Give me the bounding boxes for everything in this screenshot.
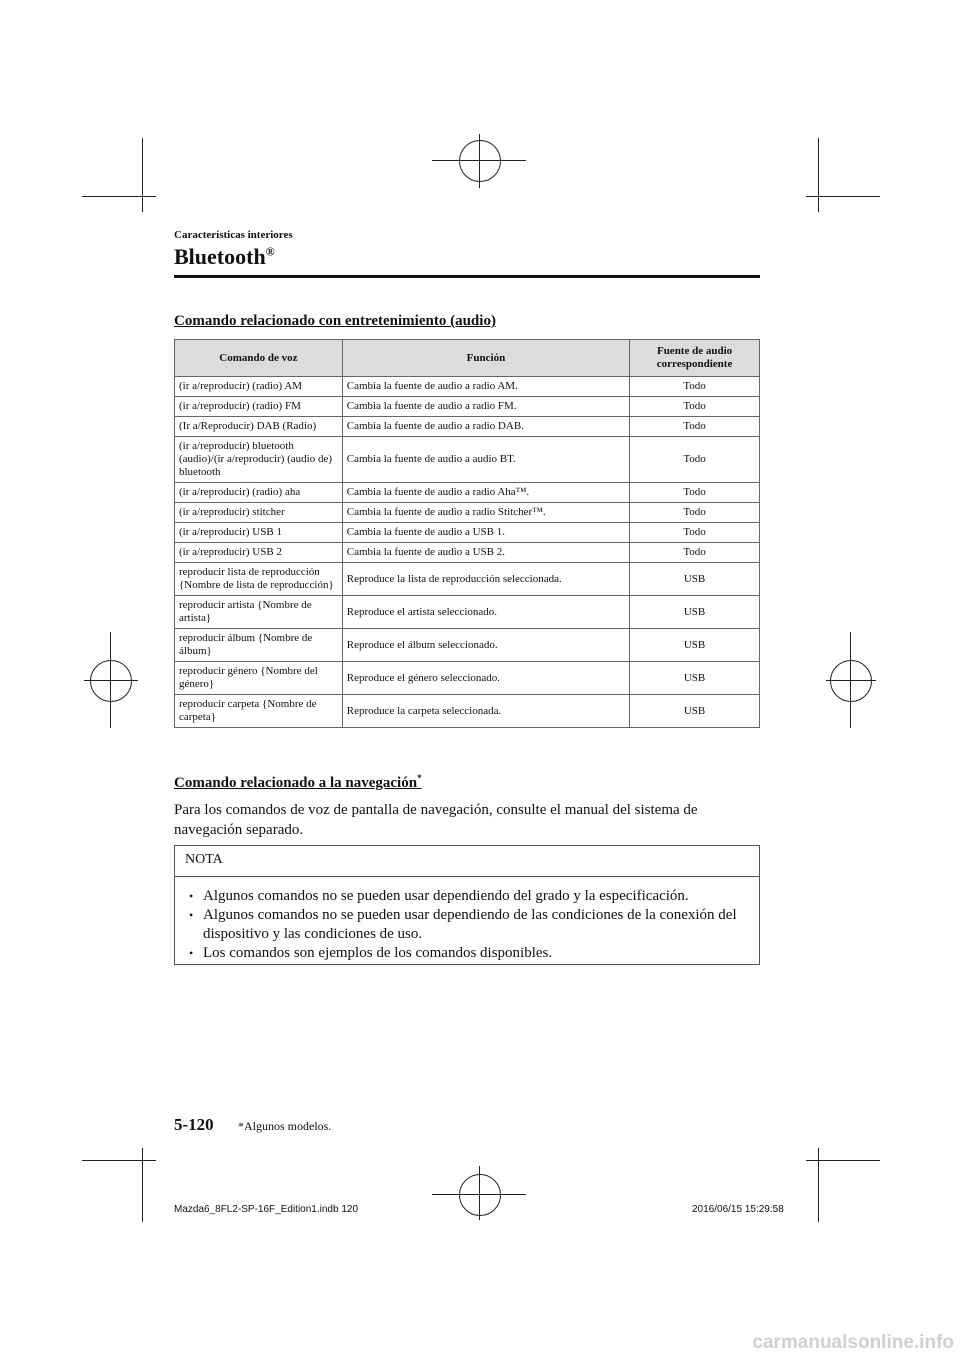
table-row	[175, 596, 760, 629]
function-cell: Reproduce el artista seleccionado.	[342, 596, 629, 629]
imprint-file: Mazda6_8FL2-SP-16F_Edition1.indb 120	[174, 1204, 359, 1215]
note-item-text: Algunos comandos no se pueden usar dependiendo de las condiciones de la conexión del dispositivo y las condiciones de uso.	[203, 907, 737, 942]
voice-command-cell: reproducir lista de reproducción {Nombre de lista de reproducción}	[175, 563, 343, 596]
audio-source-cell: Todo	[630, 483, 760, 503]
table-body	[175, 377, 760, 728]
bullet-icon: •	[189, 889, 194, 903]
table-row	[175, 377, 760, 397]
note-box	[174, 845, 760, 965]
registered-mark: ®	[265, 244, 275, 259]
bullet-icon: •	[189, 908, 194, 922]
voice-command-cell: (ir a/reproducir) USB 1	[175, 523, 343, 543]
voice-command-cell: (ir a/reproducir) (radio) AM	[175, 377, 343, 397]
table-row	[175, 563, 760, 596]
registration-mark-bottom	[459, 1174, 501, 1216]
function-cell: Reproduce el álbum seleccionado.	[342, 629, 629, 662]
voice-command-cell: reproducir álbum {Nombre de álbum}	[175, 629, 343, 662]
voice-command-cell: (ir a/reproducir) (radio) FM	[175, 397, 343, 417]
table-row	[175, 483, 760, 503]
crop-mark	[850, 632, 851, 728]
crop-mark	[84, 680, 138, 681]
footnote: *Algunos modelos.	[238, 1119, 332, 1133]
audio-section-heading: Comando relacionado con entretenimiento (audio)	[174, 313, 496, 329]
table-row	[175, 417, 760, 437]
crop-mark	[110, 632, 111, 728]
crop-mark	[82, 196, 156, 197]
voice-command-cell: (ir a/reproducir) USB 2	[175, 543, 343, 563]
navigation-paragraph: Para los comandos de voz de pantalla de navegación, consulte el manual del sistema de navegación separado.	[174, 802, 698, 838]
registration-mark-left	[90, 660, 132, 702]
note-title: NOTA	[175, 846, 759, 877]
page-title-text: Bluetooth	[174, 244, 266, 269]
audio-source-cell: Todo	[630, 377, 760, 397]
table-row	[175, 543, 760, 563]
asterisk-mark: *	[417, 773, 422, 783]
audio-source-cell: Todo	[630, 417, 760, 437]
audio-source-cell: Todo	[630, 437, 760, 483]
audio-source-cell: USB	[630, 629, 760, 662]
note-item-text: Los comandos son ejemplos de los comandos disponibles.	[203, 945, 553, 961]
audio-source-cell: Todo	[630, 543, 760, 563]
column-header: Función	[342, 340, 629, 377]
crop-mark	[818, 138, 819, 212]
voice-command-cell: (ir a/reproducir) (radio) aha	[175, 483, 343, 503]
page-number: 5-120	[174, 1115, 214, 1134]
function-cell: Cambia la fuente de audio a radio Stitcher™.	[342, 503, 629, 523]
voice-command-cell: (Ir a/Reproducir) DAB (Radio)	[175, 417, 343, 437]
navigation-heading-text: Comando relacionado a la navegación	[174, 775, 418, 791]
function-cell: Cambia la fuente de audio a radio FM.	[342, 397, 629, 417]
audio-source-cell: USB	[630, 695, 760, 728]
note-item	[189, 944, 747, 963]
registration-mark-top	[459, 140, 501, 182]
table-row	[175, 437, 760, 483]
table-row	[175, 503, 760, 523]
function-cell: Cambia la fuente de audio a radio Aha™.	[342, 483, 629, 503]
function-cell: Cambia la fuente de audio a USB 2.	[342, 543, 629, 563]
voice-command-cell: reproducir género {Nombre del género}	[175, 662, 343, 695]
function-cell: Cambia la fuente de audio a USB 1.	[342, 523, 629, 543]
title-rule	[174, 275, 760, 278]
audio-source-cell: USB	[630, 596, 760, 629]
note-item	[189, 906, 747, 944]
audio-source-cell: Todo	[630, 503, 760, 523]
audio-source-cell: Todo	[630, 523, 760, 543]
column-header: Fuente de audio correspondiente	[630, 340, 760, 377]
table-row	[175, 523, 760, 543]
registration-mark-right	[830, 660, 872, 702]
section-label: Características interiores	[174, 229, 293, 241]
voice-command-cell: reproducir carpeta {Nombre de carpeta}	[175, 695, 343, 728]
watermark: carmanualsonline.info	[752, 1332, 954, 1353]
bullet-icon: •	[189, 946, 194, 960]
function-cell: Reproduce la lista de reproducción seleccionada.	[342, 563, 629, 596]
function-cell: Cambia la fuente de audio a radio DAB.	[342, 417, 629, 437]
table-row	[175, 662, 760, 695]
page-title	[174, 244, 275, 270]
crop-mark	[479, 134, 480, 188]
voice-command-table	[174, 339, 760, 728]
crop-mark	[479, 1166, 480, 1220]
voice-command-cell: (ir a/reproducir) stitcher	[175, 503, 343, 523]
audio-source-cell: USB	[630, 563, 760, 596]
crop-mark	[82, 1160, 156, 1161]
note-item-text: Algunos comandos no se pueden usar dependiendo del grado y la especificación.	[203, 888, 689, 904]
note-item	[189, 887, 747, 906]
function-cell: Cambia la fuente de audio a radio AM.	[342, 377, 629, 397]
function-cell: Reproduce la carpeta seleccionada.	[342, 695, 629, 728]
table-header-row	[175, 340, 760, 377]
navigation-section-heading	[174, 773, 422, 792]
audio-source-cell: USB	[630, 662, 760, 695]
note-list	[175, 887, 759, 963]
table-row	[175, 695, 760, 728]
table-row	[175, 629, 760, 662]
function-cell: Reproduce el género seleccionado.	[342, 662, 629, 695]
audio-source-cell: Todo	[630, 397, 760, 417]
column-header: Comando de voz	[175, 340, 343, 377]
crop-mark	[142, 138, 143, 212]
table-row	[175, 397, 760, 417]
imprint-date: 2016/06/15 15:29:58	[692, 1204, 784, 1215]
voice-command-cell: reproducir artista {Nombre de artista}	[175, 596, 343, 629]
crop-mark	[806, 1160, 880, 1161]
crop-mark	[826, 680, 876, 681]
voice-command-cell: (ir a/reproducir) bluetooth (audio)/(ir a/reproducir) (audio de) bluetooth	[175, 437, 343, 483]
crop-mark	[806, 196, 880, 197]
function-cell: Cambia la fuente de audio a audio BT.	[342, 437, 629, 483]
